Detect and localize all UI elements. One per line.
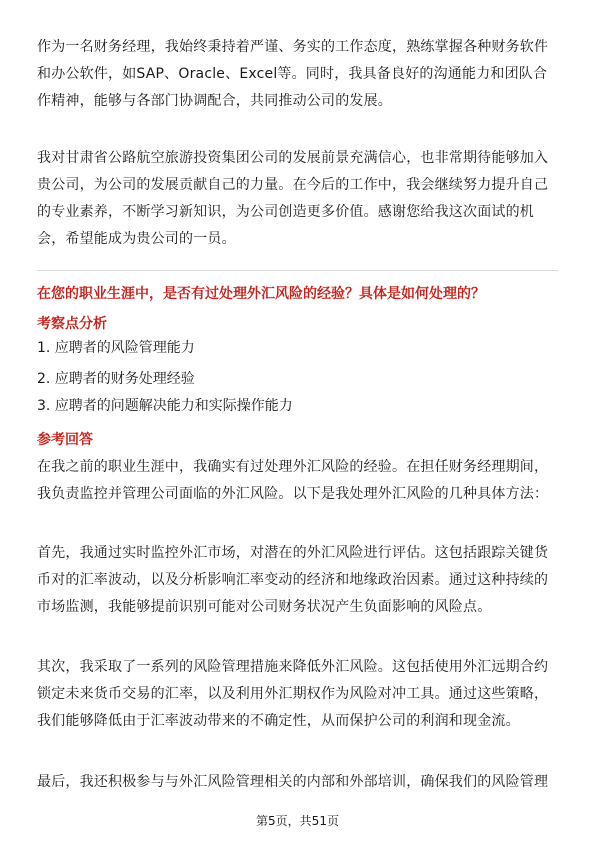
intro-paragraph-1: 作为一名财务经理，我始终秉持着严谨、务实的工作态度，熟练掌握各种财务软件和办公软件，如SAP、Oracle、Excel等。同时，我具备良好的沟通能力和团队合作精神，能够与各部门协调配合，共同推动公司的发展。 bbox=[37, 39, 549, 109]
analysis-item: 1. 应聘者的风险管理能力 bbox=[37, 340, 195, 356]
answer-paragraph: 首先，我通过实时监控外汇市场，对潜在的外汇风险进行评估。这包括跟踪关键货币对的汇率波动，以及分析影响汇率变动的经济和地缘政治因素。通过这种持续的市场监测，我能够提前识别可能对公司财务状况产生负面影响的风险点。 bbox=[37, 545, 549, 615]
answer-paragraph: 其次，我采取了一系列的风险管理措施来降低外汇风险。这包括使用外汇远期合约锁定未来货币交易的汇率，以及利用外汇期权作为风险对冲工具。通过这些策略，我们能够降低由于汇率波动带来的不确定性，从而保护公司的利润和现金流。 bbox=[37, 659, 549, 729]
section-divider bbox=[37, 270, 558, 271]
answer-heading: 参考回答 bbox=[37, 432, 93, 448]
analysis-item: 2. 应聘者的财务处理经验 bbox=[37, 371, 195, 387]
answer-paragraph: 最后，我还积极参与与外汇风险管理相关的内部和外部培训，确保我们的风险管理 bbox=[37, 774, 549, 790]
intro-paragraph-2: 我对甘肃省公路航空旅游投资集团公司的发展前景充满信心，也非常期待能够加入贵公司，为公司的发展贡献自己的力量。在今后的工作中，我会继续努力提升自己的专业素养，不断学习新知识，为公司创造更多价值。感谢您给我这次面试的机会，希望能成为贵公司的一员。 bbox=[37, 150, 549, 247]
page-footer: 第5页，共51页 bbox=[256, 814, 339, 828]
analysis-item: 3. 应聘者的问题解决能力和实际操作能力 bbox=[37, 398, 293, 414]
interview-question: 在您的职业生涯中，是否有过处理外汇风险的经验？具体是如何处理的？ bbox=[37, 286, 485, 302]
analysis-heading: 考察点分析 bbox=[37, 316, 107, 332]
answer-paragraph: 在我之前的职业生涯中，我确实有过处理外汇风险的经验。在担任财务经理期间，我负责监控并管理公司面临的外汇风险。以下是我处理外汇风险的几种具体方法： bbox=[37, 459, 549, 502]
